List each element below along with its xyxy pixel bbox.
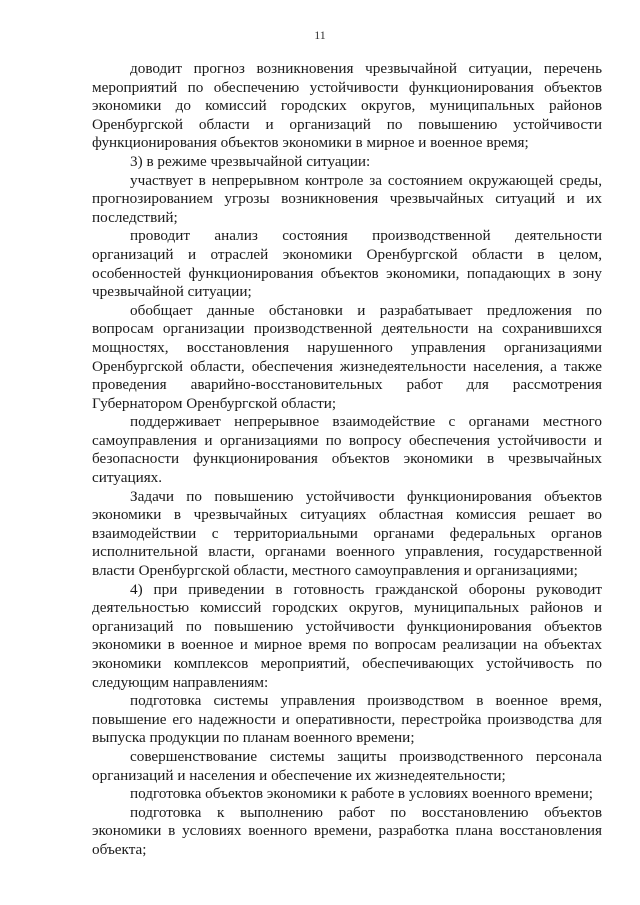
paragraph: Задачи по повышению устойчивости функционирования объектов экономики в чрезвычайных ситуациях областная комиссия решает во взаимодействии с территориальными органами федеральных органов исполнительной власти, органами военного управления, государственной власти Оренбургской области, местного самоуправления и организациями; bbox=[92, 487, 602, 580]
paragraph: поддерживает непрерывное взаимодействие с органами местного самоуправления и организациями по вопросу обеспечения устойчивости и безопасности функционирования объектов экономики в чрезвычайных ситуациях. bbox=[92, 413, 602, 487]
paragraph: доводит прогноз возникновения чрезвычайной ситуации, перечень мероприятий по обеспечению устойчивости функционирования объектов экономики до комиссий городских округов, муниципальных районов Оренбургской области и организаций по повышению устойчивости функционирования объектов экономики в мирное и военное время; bbox=[92, 60, 602, 152]
paragraph: участвует в непрерывном контроле за состоянием окружающей среды, прогнозированием угрозы возникновения чрезвычайных ситуаций и их последствий; bbox=[92, 171, 602, 226]
paragraph: 4) при приведении в готовность гражданской обороны руководит деятельностью комиссий городских округов, муниципальных районов и организаций по повышению устойчивости функционирования объектов экономики в военное и мирное время по вопросам реализации на объектах экономики комплексов мероприятий, обеспечивающих устойчивость по следующим направлениям: bbox=[92, 580, 602, 691]
paragraph: проводит анализ состояния производственной деятельности организаций и отраслей экономики Оренбургской области в целом, особенностей функционирования объектов экономики, попадающих в зону чрезвычайной ситуации; bbox=[92, 227, 602, 301]
paragraph: подготовка системы управления производством в военное время, повышение его надежности и оперативности, перестройка производства для выпуска продукции по планам военного времени; bbox=[92, 692, 602, 747]
paragraph: обобщает данные обстановки и разрабатывает предложения по вопросам организации производственной деятельности на сохранившихся мощностях, восстановления нарушенного управления организациями Оренбургской области, обеспечения жизнедеятельности населения, а также проведения аварийно-восстановительных работ для рассмотрения Губернатором Оренбургской области; bbox=[92, 301, 602, 412]
paragraph: совершенствование системы защиты производственного персонала организаций и населения и обеспечение их жизнедеятельности; bbox=[92, 747, 602, 784]
page-number: 11 bbox=[314, 28, 326, 42]
paragraph: подготовка к выполнению работ по восстановлению объектов экономики в условиях военного времени, разработка плана восстановления объекта; bbox=[92, 803, 602, 858]
paragraph: 3) в режиме чрезвычайной ситуации: bbox=[130, 152, 371, 170]
document-body bbox=[92, 60, 602, 860]
paragraph: подготовка объектов экономики к работе в условиях военного времени; bbox=[130, 785, 594, 803]
